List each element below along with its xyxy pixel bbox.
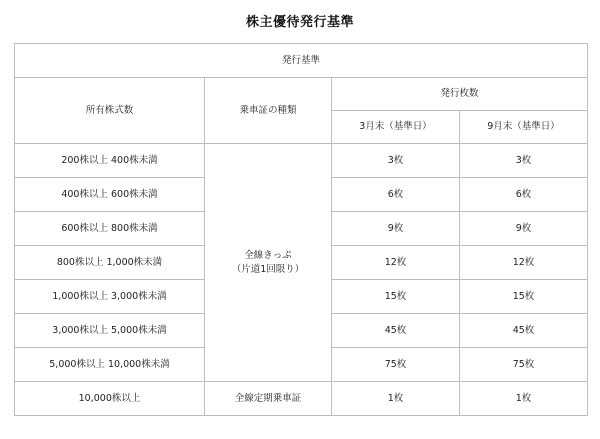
ticket-type-note: （片道1回限り）	[231, 263, 305, 275]
march-count-cell: 45枚	[332, 314, 460, 348]
march-count-cell: 6枚	[332, 178, 460, 212]
table-row	[15, 382, 588, 416]
september-count-cell: 45枚	[460, 314, 588, 348]
header-shares-held: 所有株式数	[15, 78, 205, 144]
september-count-cell: 75枚	[460, 348, 588, 382]
september-count-cell: 15枚	[460, 280, 588, 314]
ticket-type-name: 全線きっぷ	[244, 249, 292, 261]
header-issue-count: 発行枚数	[332, 78, 588, 111]
header-september-end: 9月末（基準日）	[460, 111, 588, 144]
march-count-cell: 1枚	[332, 382, 460, 416]
shares-cell: 5,000株以上 10,000株未満	[15, 348, 205, 382]
march-count-cell: 3枚	[332, 144, 460, 178]
header-march-end: 3月末（基準日）	[332, 111, 460, 144]
september-count-cell: 1枚	[460, 382, 588, 416]
page-title: 株主優待発行基準	[245, 15, 354, 30]
march-count-cell: 75枚	[332, 348, 460, 382]
header-ticket-type: 乗車証の種類	[205, 78, 332, 144]
shares-cell: 600株以上 800株未満	[15, 212, 205, 246]
september-count-cell: 12枚	[460, 246, 588, 280]
table-header-row	[15, 44, 588, 78]
shares-cell: 10,000株以上	[15, 382, 205, 416]
shares-cell: 3,000株以上 5,000株未満	[15, 314, 205, 348]
september-count-cell: 3枚	[460, 144, 588, 178]
ticket-type-cell: 全線定期乗車証	[205, 382, 332, 416]
header-issuance-criteria: 発行基準	[15, 44, 588, 78]
issuance-criteria-table	[14, 43, 588, 416]
shares-cell: 800株以上 1,000株未満	[15, 246, 205, 280]
march-count-cell: 9枚	[332, 212, 460, 246]
table-row	[15, 144, 588, 178]
table-header-row	[15, 78, 588, 111]
shares-cell: 400株以上 600株未満	[15, 178, 205, 212]
shares-cell: 1,000株以上 3,000株未満	[15, 280, 205, 314]
september-count-cell: 9枚	[460, 212, 588, 246]
ticket-type-cell-merged	[205, 144, 332, 382]
march-count-cell: 15枚	[332, 280, 460, 314]
shares-cell: 200株以上 400株未満	[15, 144, 205, 178]
march-count-cell: 12枚	[332, 246, 460, 280]
september-count-cell: 6枚	[460, 178, 588, 212]
